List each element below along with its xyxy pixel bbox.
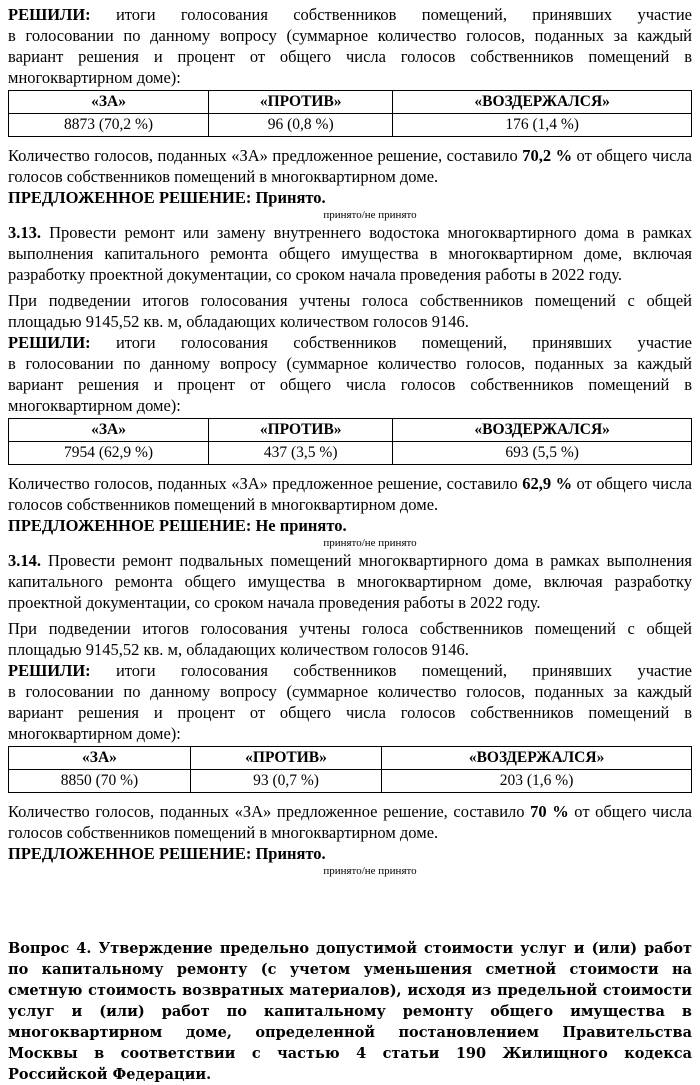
header-protiv: «ПРОТИВ» <box>190 747 381 770</box>
count-after: от общего числа голосов собственников помещений в многоквартирном доме. <box>8 146 693 186</box>
value-vozderzhalsya: 203 (1,6 %) <box>382 770 692 793</box>
value-za: 7954 (62,9 %) <box>9 442 209 465</box>
question-4-text: Вопрос 4. Утверждение предельно допустимой стоимости услуг и (или) работ по капитальному ремонту (с учетом уменьшения сметной стоимости на сметную стоимость возвратных материалов), исходя из предельной стоимости услуг и (или) работ по капитальному ремонту общего имущества в многоквартирном доме, определенной постановлением Правительства Москвы в соответствии с частью 4 статьи 190 Жилищного кодекса Российской Федерации. <box>8 940 692 1083</box>
reshili-label: РЕШИЛИ: <box>8 333 91 352</box>
value-protiv: 437 (3,5 %) <box>209 442 393 465</box>
decision-value: Принято. <box>255 844 326 863</box>
header-za: «ЗА» <box>9 747 191 770</box>
decision-value: Не принято. <box>255 516 347 535</box>
question-text <box>8 222 692 285</box>
count-text <box>8 801 692 843</box>
question-body: Провести ремонт или замену внутреннего водостока многоквартирного дома в рамках выполнения капитального ремонта общего имущества в многоквартирном доме, включая разработку проектной документации, со сроком начала проведения работы в 2022 году. <box>8 223 693 284</box>
area-text: При подведении итогов голосования учтены голоса собственников помещений с общей площадью 9145,52 кв. м, обладающих количеством голосов 9146. <box>8 291 692 331</box>
area-text: При подведении итогов голосования учтены голоса собственников помещений с общей площадью 9145,52 кв. м, обладающих количеством голосов 9146. <box>8 619 692 659</box>
decision-line <box>8 187 692 208</box>
reshili-line1: итоги голосования собственников помещений, принявших участие <box>115 5 692 24</box>
count-after: от общего числа голосов собственников помещений в многоквартирном доме. <box>8 474 693 514</box>
decision-note: принято/не принято <box>323 209 417 221</box>
value-vozderzhalsya: 176 (1,4 %) <box>393 114 692 137</box>
value-za: 8850 (70 %) <box>9 770 191 793</box>
votes-header-row <box>9 91 692 114</box>
reshili-label: РЕШИЛИ: <box>8 661 91 680</box>
reshili-line <box>8 332 692 353</box>
reshili-line1: итоги голосования собственников помещений, принявших участие <box>115 333 692 352</box>
header-protiv: «ПРОТИВ» <box>209 419 393 442</box>
question-number: 3.13. <box>8 223 41 242</box>
reshili-text: в голосовании по данному вопросу (суммарное количество голосов, поданных за каждый вариант решения и процент от общего числа голосов собственников помещений в многоквартирном доме): <box>8 26 692 87</box>
question-body: Провести ремонт подвальных помещений многоквартирного дома в рамках выполнения капитального ремонта общего имущества в многоквартирном доме, включая разработку проектной документации, со сроком начала проведения работы в 2022 году. <box>8 551 693 612</box>
count-after: от общего числа голосов собственников помещений в многоквартирном доме. <box>8 802 693 842</box>
reshili-text: в голосовании по данному вопросу (суммарное количество голосов, поданных за каждый вариант решения и процент от общего числа голосов собственников помещений в многоквартирном доме): <box>8 682 692 743</box>
value-protiv: 93 (0,7 %) <box>190 770 381 793</box>
count-before: Количество голосов, поданных «ЗА» предложенное решение, составило <box>8 474 518 493</box>
document-page <box>8 4 692 1085</box>
count-text <box>8 473 692 515</box>
reshili-line1: итоги голосования собственников помещений, принявших участие <box>115 661 692 680</box>
votes-table <box>8 90 692 137</box>
votes-values-row <box>9 442 692 465</box>
header-za: «ЗА» <box>9 91 209 114</box>
count-before: Количество голосов, поданных «ЗА» предложенное решение, составило <box>8 146 518 165</box>
decision-value: Принято. <box>255 188 326 207</box>
vote-block-3-13 <box>8 222 692 550</box>
reshili-label: РЕШИЛИ: <box>8 5 91 24</box>
header-vozderzhalsya: «ВОЗДЕРЖАЛСЯ» <box>393 419 692 442</box>
votes-table <box>8 746 692 793</box>
count-before: Количество голосов, поданных «ЗА» предложенное решение, составило <box>8 802 525 821</box>
value-protiv: 96 (0,8 %) <box>209 114 393 137</box>
decision-note: принято/не принято <box>323 537 417 549</box>
votes-values-row <box>9 114 692 137</box>
header-vozderzhalsya: «ВОЗДЕРЖАЛСЯ» <box>382 747 692 770</box>
count-percent: 62,9 % <box>522 474 573 493</box>
decision-note: принято/не принято <box>323 865 417 877</box>
decision-label: ПРЕДЛОЖЕННОЕ РЕШЕНИЕ: <box>8 844 252 863</box>
header-vozderzhalsya: «ВОЗДЕРЖАЛСЯ» <box>393 91 692 114</box>
reshili-text: в голосовании по данному вопросу (суммарное количество голосов, поданных за каждый вариант решения и процент от общего числа голосов собственников помещений в многоквартирном доме): <box>8 354 692 415</box>
value-za: 8873 (70,2 %) <box>9 114 209 137</box>
question-4 <box>8 938 692 1085</box>
votes-table <box>8 418 692 465</box>
vote-block-1 <box>8 4 692 222</box>
votes-values-row <box>9 770 692 793</box>
count-percent: 70,2 % <box>522 146 573 165</box>
header-protiv: «ПРОТИВ» <box>209 91 393 114</box>
vote-block-3-14 <box>8 550 692 878</box>
count-percent: 70 % <box>530 802 569 821</box>
decision-label: ПРЕДЛОЖЕННОЕ РЕШЕНИЕ: <box>8 188 252 207</box>
votes-header-row <box>9 747 692 770</box>
value-vozderzhalsya: 693 (5,5 %) <box>393 442 692 465</box>
decision-line <box>8 843 692 864</box>
reshili-line <box>8 4 692 25</box>
reshili-line <box>8 660 692 681</box>
count-text <box>8 145 692 187</box>
header-za: «ЗА» <box>9 419 209 442</box>
votes-header-row <box>9 419 692 442</box>
question-number: 3.14. <box>8 551 41 570</box>
decision-label: ПРЕДЛОЖЕННОЕ РЕШЕНИЕ: <box>8 516 252 535</box>
question-text <box>8 550 692 613</box>
decision-line <box>8 515 692 536</box>
